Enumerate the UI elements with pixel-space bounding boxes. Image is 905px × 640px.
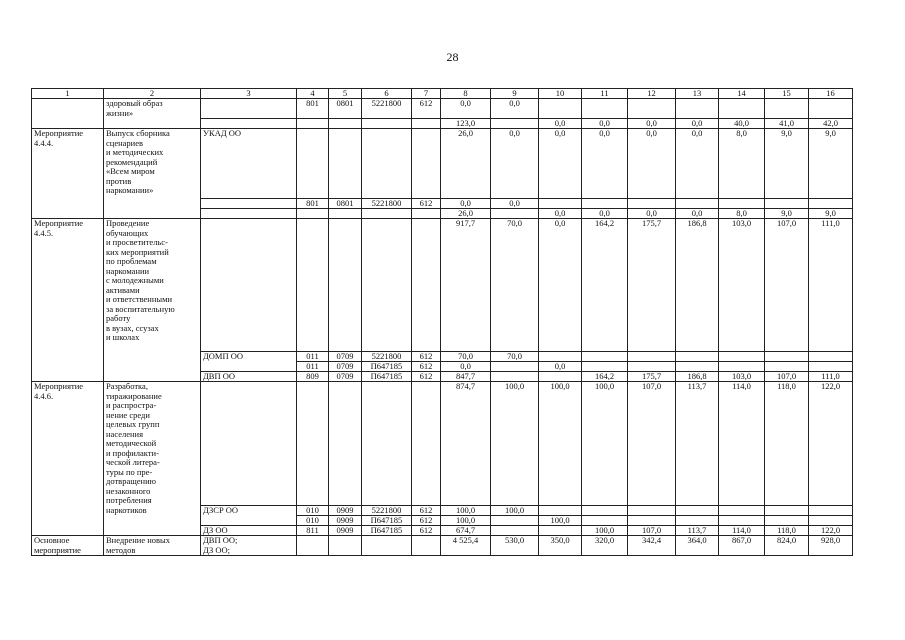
cell: 8,0 <box>719 209 765 219</box>
cell: 0,0 <box>441 362 491 372</box>
cell: 0,0 <box>582 129 628 199</box>
executor <box>201 119 297 129</box>
cell <box>719 352 765 362</box>
cell: 612 <box>412 372 441 382</box>
cell <box>362 536 412 556</box>
col-header: 11 <box>582 89 628 99</box>
executor <box>201 199 297 209</box>
cell <box>676 506 719 516</box>
cell: 0709 <box>329 372 362 382</box>
cell: 5221800 <box>362 352 412 362</box>
cell: 9,0 <box>765 129 809 199</box>
cell: 40,0 <box>719 119 765 129</box>
cell: 612 <box>412 99 441 119</box>
cell: 100,0 <box>491 506 539 516</box>
cell: 70,0 <box>491 219 539 352</box>
cell <box>719 506 765 516</box>
measure-text: Разработка, тиражирование и распростра- нение среди целевых групп населения методической и профилакти- ческой литера- туры по пре- дотвращению незаконного потребления наркотиков <box>104 382 201 536</box>
cell <box>329 536 362 556</box>
cell: 612 <box>412 526 441 536</box>
cell <box>412 382 441 506</box>
col-header: 4 <box>297 89 329 99</box>
cell <box>491 119 539 129</box>
cell: 350,0 <box>539 536 582 556</box>
col-header: 1 <box>32 89 104 99</box>
cell <box>809 199 853 209</box>
budget-table <box>31 88 853 556</box>
cell: 41,0 <box>765 119 809 129</box>
cell: 0,0 <box>628 119 676 129</box>
cell: 111,0 <box>809 372 853 382</box>
cell: 342,4 <box>628 536 676 556</box>
cell <box>539 526 582 536</box>
cell <box>362 382 412 506</box>
executor: ДОМП ОО <box>201 352 297 372</box>
measure-label: Мероприятие 4.4.5. <box>32 219 104 382</box>
cell <box>676 99 719 119</box>
cell <box>412 219 441 352</box>
cell: П647185 <box>362 516 412 526</box>
cell <box>329 119 362 129</box>
cell: 118,0 <box>765 382 809 506</box>
cell <box>582 352 628 362</box>
cell <box>412 129 441 199</box>
cell: 107,0 <box>628 526 676 536</box>
cell: 917,7 <box>441 219 491 352</box>
cell: 0,0 <box>676 209 719 219</box>
table-row <box>32 99 853 119</box>
cell: 867,0 <box>719 536 765 556</box>
cell: 0,0 <box>539 119 582 129</box>
cell: 530,0 <box>491 536 539 556</box>
cell: 103,0 <box>719 219 765 352</box>
measure-text: здоровый образ жизни» <box>104 99 201 129</box>
cell: 122,0 <box>809 382 853 506</box>
col-header: 6 <box>362 89 412 99</box>
cell: 847,7 <box>441 372 491 382</box>
measure-text: Проведение обучающих и просветительс- ких мероприятий по проблемам наркомании с молодежными активами и ответственными за воспитательную работу в вузах, ссузах и школах <box>104 219 201 382</box>
cell <box>582 516 628 526</box>
cell: 9,0 <box>809 129 853 199</box>
cell <box>628 99 676 119</box>
cell <box>362 129 412 199</box>
executor: ДЗСР ОО <box>201 506 297 526</box>
col-header: 2 <box>104 89 201 99</box>
cell: 612 <box>412 362 441 372</box>
cell: 0,0 <box>582 209 628 219</box>
cell: 0909 <box>329 516 362 526</box>
cell <box>362 219 412 352</box>
cell: 186,8 <box>676 219 719 352</box>
measure-label: Мероприятие 4.4.6. <box>32 382 104 536</box>
cell: 100,0 <box>441 516 491 526</box>
executor <box>201 382 297 506</box>
cell <box>676 516 719 526</box>
cell <box>412 209 441 219</box>
cell <box>809 506 853 516</box>
cell <box>412 119 441 129</box>
cell <box>297 119 329 129</box>
cell: 809 <box>297 372 329 382</box>
cell: 122,0 <box>809 526 853 536</box>
cell <box>719 199 765 209</box>
cell: 0709 <box>329 352 362 362</box>
cell: 0,0 <box>539 219 582 352</box>
cell: 612 <box>412 506 441 516</box>
cell: П647185 <box>362 526 412 536</box>
cell: 010 <box>297 516 329 526</box>
cell <box>765 99 809 119</box>
cell: 103,0 <box>719 372 765 382</box>
cell <box>329 219 362 352</box>
cell <box>491 372 539 382</box>
cell <box>297 129 329 199</box>
cell: 113,7 <box>676 382 719 506</box>
cell <box>491 362 539 372</box>
cell: 4 525,4 <box>441 536 491 556</box>
cell: 0801 <box>329 99 362 119</box>
col-header: 10 <box>539 89 582 99</box>
cell: 111,0 <box>809 219 853 352</box>
cell: 5221800 <box>362 99 412 119</box>
cell: 8,0 <box>719 129 765 199</box>
executor: ДВП ОО; ДЗ ОО; <box>201 536 297 556</box>
cell: 0,0 <box>441 99 491 119</box>
cell <box>539 372 582 382</box>
measure-label: Мероприятие 4.4.4. <box>32 129 104 219</box>
cell: 123,0 <box>441 119 491 129</box>
cell: 011 <box>297 352 329 362</box>
col-header: 13 <box>676 89 719 99</box>
cell: 0,0 <box>441 199 491 209</box>
cell: 113,7 <box>676 526 719 536</box>
cell: 100,0 <box>582 526 628 536</box>
cell: 801 <box>297 99 329 119</box>
cell: 0801 <box>329 199 362 209</box>
cell: 0709 <box>329 362 362 372</box>
measure-text: Внедрение новых методов <box>104 536 201 556</box>
executor <box>201 99 297 119</box>
cell <box>491 209 539 219</box>
cell <box>676 199 719 209</box>
page-number: 28 <box>446 50 459 64</box>
cell <box>765 516 809 526</box>
executor <box>201 209 297 219</box>
cell <box>329 129 362 199</box>
cell: 100,0 <box>582 382 628 506</box>
cell <box>719 362 765 372</box>
cell <box>809 99 853 119</box>
cell: 114,0 <box>719 526 765 536</box>
cell <box>628 516 676 526</box>
header-row <box>32 89 853 99</box>
cell: 107,0 <box>765 219 809 352</box>
cell: 0,0 <box>582 119 628 129</box>
cell <box>628 506 676 516</box>
col-header: 7 <box>412 89 441 99</box>
cell: 0,0 <box>491 129 539 199</box>
cell <box>809 352 853 362</box>
cell: 9,0 <box>809 209 853 219</box>
cell <box>628 199 676 209</box>
cell <box>539 199 582 209</box>
col-header: 16 <box>809 89 853 99</box>
executor: ДЗ ОО <box>201 526 297 536</box>
cell <box>582 506 628 516</box>
cell <box>582 99 628 119</box>
cell: П647185 <box>362 362 412 372</box>
cell: 26,0 <box>441 209 491 219</box>
cell <box>765 199 809 209</box>
cell: 0,0 <box>539 209 582 219</box>
cell: 114,0 <box>719 382 765 506</box>
cell <box>539 99 582 119</box>
table-row <box>32 219 853 352</box>
cell <box>809 516 853 526</box>
cell <box>628 362 676 372</box>
cell: 186,8 <box>676 372 719 382</box>
col-header: 8 <box>441 89 491 99</box>
cell: 107,0 <box>765 372 809 382</box>
cell: 100,0 <box>539 516 582 526</box>
cell: 0,0 <box>676 119 719 129</box>
col-header: 3 <box>201 89 297 99</box>
cell <box>412 536 441 556</box>
cell: 26,0 <box>441 129 491 199</box>
cell <box>765 362 809 372</box>
cell: 0,0 <box>539 362 582 372</box>
col-header: 12 <box>628 89 676 99</box>
cell <box>582 362 628 372</box>
cell <box>362 209 412 219</box>
cell <box>676 362 719 372</box>
cell <box>582 199 628 209</box>
cell: 5221800 <box>362 506 412 516</box>
cell: 010 <box>297 506 329 516</box>
cell: 824,0 <box>765 536 809 556</box>
cell: 0,0 <box>628 209 676 219</box>
cell: 42,0 <box>809 119 853 129</box>
cell: 801 <box>297 199 329 209</box>
cell: 874,7 <box>441 382 491 506</box>
cell: 107,0 <box>628 382 676 506</box>
cell <box>362 119 412 129</box>
cell: 811 <box>297 526 329 536</box>
cell: 0,0 <box>676 129 719 199</box>
cell: 100,0 <box>441 506 491 516</box>
cell <box>719 99 765 119</box>
measure-label <box>32 99 104 129</box>
col-header: 14 <box>719 89 765 99</box>
col-header: 9 <box>491 89 539 99</box>
cell: 0,0 <box>539 129 582 199</box>
cell <box>297 219 329 352</box>
cell: 011 <box>297 362 329 372</box>
cell <box>491 526 539 536</box>
cell <box>329 209 362 219</box>
cell: 612 <box>412 199 441 209</box>
cell: 100,0 <box>539 382 582 506</box>
measure-label: Основное мероприятие <box>32 536 104 556</box>
cell: 0909 <box>329 506 362 516</box>
cell: 0,0 <box>491 199 539 209</box>
cell: 5221800 <box>362 199 412 209</box>
executor <box>201 219 297 352</box>
table-row <box>32 382 853 506</box>
executor: ДВП ОО <box>201 372 297 382</box>
cell <box>628 352 676 362</box>
cell: 70,0 <box>441 352 491 362</box>
cell: 0909 <box>329 526 362 536</box>
cell: 100,0 <box>491 382 539 506</box>
cell <box>297 209 329 219</box>
cell <box>676 352 719 362</box>
cell: 175,7 <box>628 219 676 352</box>
cell: 164,2 <box>582 372 628 382</box>
cell <box>329 382 362 506</box>
col-header: 5 <box>329 89 362 99</box>
cell: 612 <box>412 516 441 526</box>
cell: 320,0 <box>582 536 628 556</box>
cell: П647185 <box>362 372 412 382</box>
cell: 364,0 <box>676 536 719 556</box>
cell <box>297 382 329 506</box>
cell: 175,7 <box>628 372 676 382</box>
cell <box>719 516 765 526</box>
measure-text: Выпуск сборника сценариев и методических рекомендаций «Всем миром против наркомании» <box>104 129 201 219</box>
cell: 0,0 <box>628 129 676 199</box>
cell: 928,0 <box>809 536 853 556</box>
table-row <box>32 129 853 199</box>
cell: 612 <box>412 352 441 362</box>
cell <box>809 362 853 372</box>
cell: 118,0 <box>765 526 809 536</box>
cell: 70,0 <box>491 352 539 362</box>
col-header: 15 <box>765 89 809 99</box>
cell: 674,7 <box>441 526 491 536</box>
cell: 0,0 <box>491 99 539 119</box>
cell: 164,2 <box>582 219 628 352</box>
cell <box>297 536 329 556</box>
cell <box>765 506 809 516</box>
cell: 9,0 <box>765 209 809 219</box>
cell <box>539 352 582 362</box>
table-row <box>32 536 853 556</box>
cell <box>765 352 809 362</box>
cell <box>539 506 582 516</box>
executor: УКАД ОО <box>201 129 297 199</box>
cell <box>491 516 539 526</box>
